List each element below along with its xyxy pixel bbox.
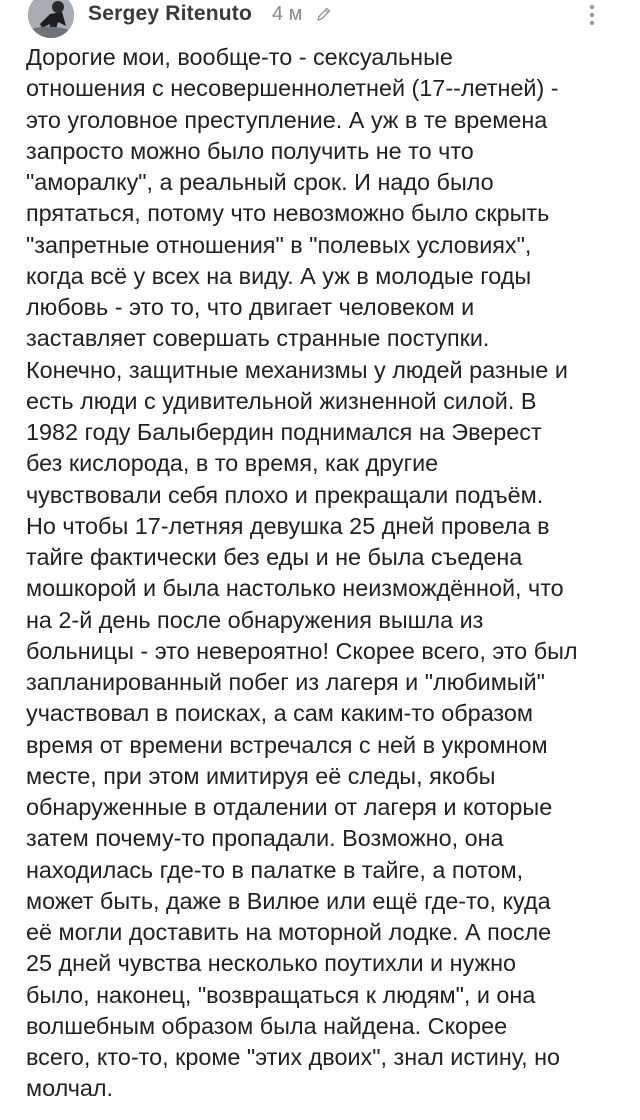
comment-timestamp: 4 м <box>272 3 303 25</box>
comment-line: запросто можно было получить не то что <box>26 137 474 164</box>
comment-line: это уголовное преступление. А уж в те времена <box>26 106 548 133</box>
comment-line: может быть, даже в Вилюе или ещё где-то, куда <box>26 887 551 914</box>
comment-line: 1982 году Балыбердин поднимался на Эверест <box>26 419 542 445</box>
comment-line: мошкорой и была настолько неизмождённой, что <box>26 575 564 602</box>
comment-line: участвовал в поисках, а сам каким-то образом <box>26 700 533 727</box>
user-avatar[interactable] <box>28 0 74 38</box>
comment-line: запланированный побег из лагеря и "любимый" <box>26 669 545 695</box>
comment-line: больницы - это невероятно! Скорее всего, это был <box>26 637 578 664</box>
comment-line: 25 дней чувства несколько поутихли и нужно <box>26 950 517 977</box>
comment-line: волшебным образом была найдена. Скорее <box>26 1012 508 1039</box>
comment-line: Но чтобы 17-летняя девушка 25 дней провела в <box>26 512 550 539</box>
comment-line: любовь - это то, что двигает человеком и <box>26 294 475 320</box>
avatar-image <box>28 0 74 38</box>
comment-line: всего, кто-то, кроме "этих двоих", знал истину, но <box>26 1044 561 1070</box>
comment-line: её могли доставить на моторной лодке. А после <box>26 919 552 945</box>
comment-line: было, наконец, "возвращаться к людям", и она <box>26 981 536 1008</box>
comment-line: тайге фактически без еды и не была съедена <box>26 544 523 570</box>
comment-line: отношения с несовершеннолетней (17--летней) - <box>26 75 559 102</box>
comment-line: Дорогие мои, вообще-то - сексуальные <box>26 44 453 70</box>
comment-line: молчал. <box>26 1075 114 1102</box>
comment-line: на 2-й день после обнаружения вышла из <box>26 606 484 633</box>
comment-line: без кислорода, в то время, как другие <box>26 450 439 477</box>
comment-line: когда всё у всех на виду. А уж в молодые годы <box>26 262 532 289</box>
comment-header <box>0 0 640 34</box>
comment-line: затем почему-то пропадали. Возможно, она <box>26 825 504 852</box>
more-vertical-icon[interactable] <box>582 2 602 28</box>
comment-line: обнаруженные в отдалении от лагеря и которые <box>26 794 553 820</box>
comment-line: "запретные отношения" в "полевых условиях", <box>26 231 532 258</box>
comment-line: чувствовали себя плохо и прекращали подъём. <box>26 481 544 508</box>
pencil-icon <box>316 6 332 22</box>
comment-text <box>26 42 622 1105</box>
comment-line: заставляет совершать странные поступки. <box>26 325 490 352</box>
comment-line: время от времени встречался с ней в укромном <box>26 731 548 758</box>
comment-line: есть люди с удивительной жизненной силой. В <box>26 387 537 414</box>
author-name[interactable]: Sergey Ritenuto <box>88 2 253 25</box>
comment-line: месте, при этом имитируя её следы, якобы <box>26 762 496 789</box>
comment-line: Конечно, защитные механизмы у людей разные и <box>26 356 568 383</box>
comment-line: "аморалку", а реальный срок. И надо было <box>26 169 494 195</box>
comment-line: находилась где-то в палатке в тайге, а потом, <box>26 856 524 883</box>
comment-line: прятаться, потому что невозможно было скрыть <box>26 200 550 227</box>
